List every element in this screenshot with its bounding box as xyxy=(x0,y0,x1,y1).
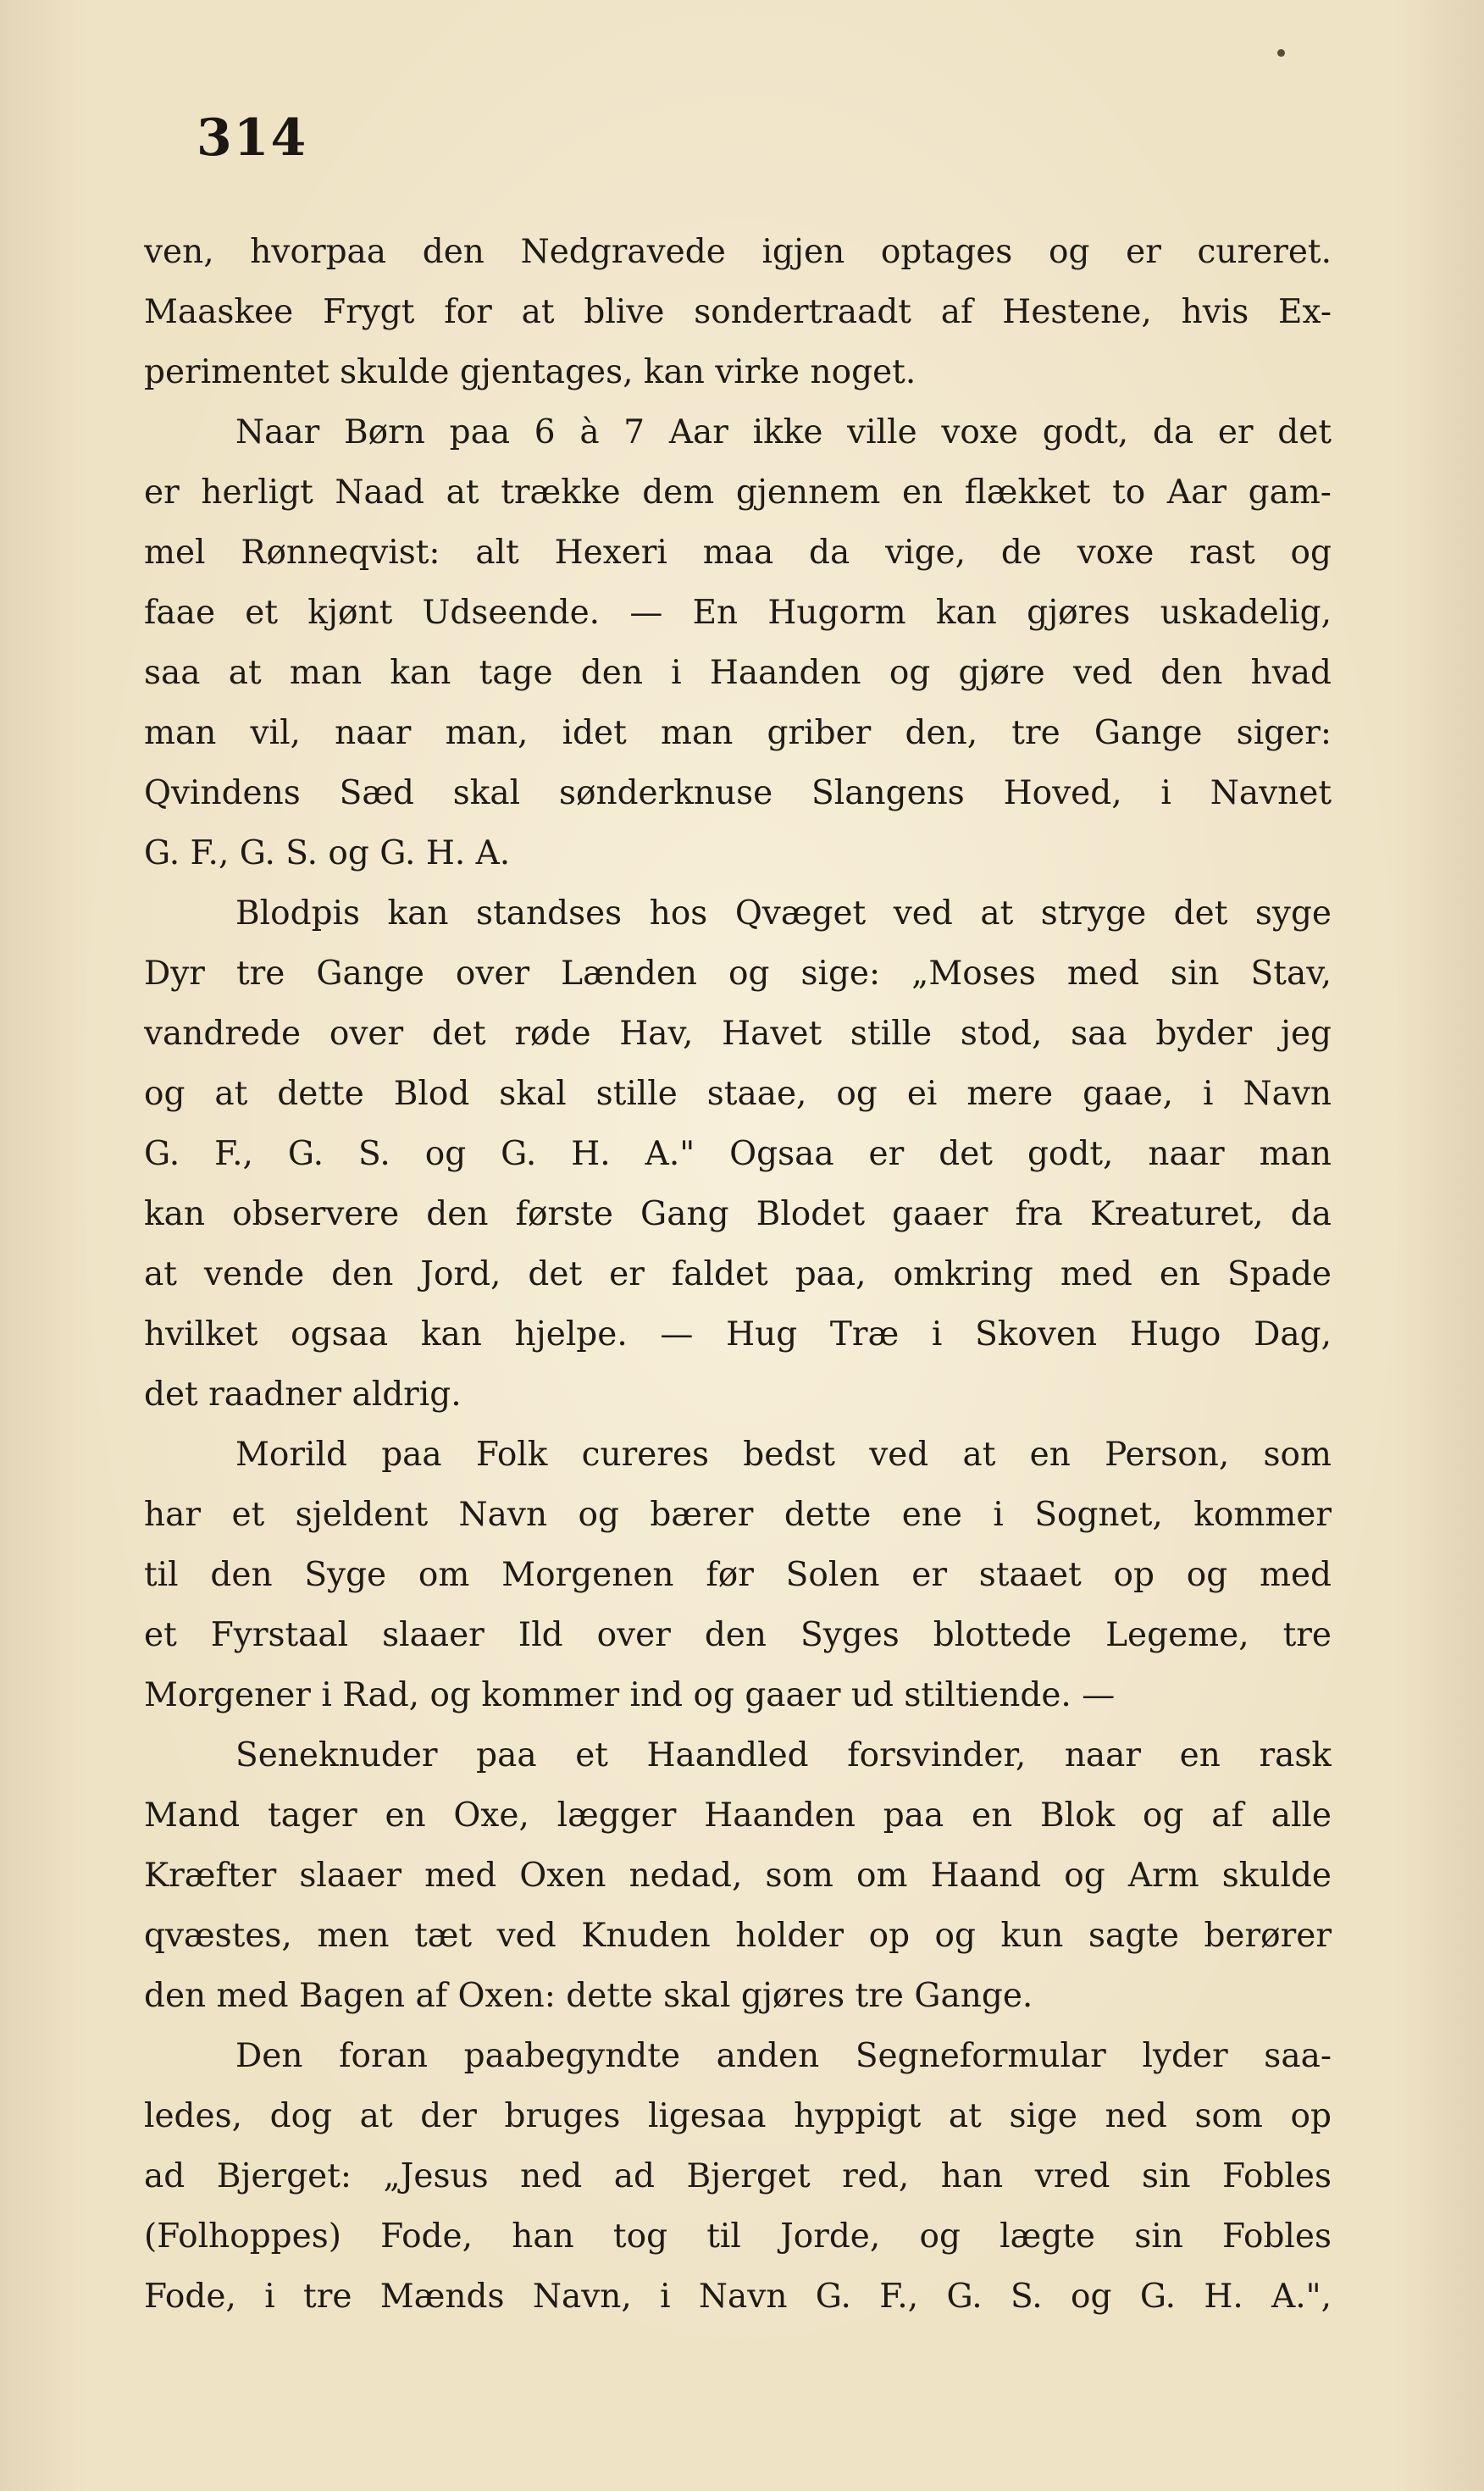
text-line: og at dette Blod skal stille staae, og ei mere gaae, i Navn xyxy=(144,1075,1332,1113)
text-line: perimentet skulde gjentages, kan virke noget. xyxy=(144,353,916,391)
text-line: at vende den Jord, det er faldet paa, omkring med en Spade xyxy=(144,1255,1332,1293)
text-line: et Fyrstaal slaaer Ild over den Syges blottede Legeme, tre xyxy=(144,1616,1332,1654)
body-text xyxy=(144,222,1332,2327)
text-line: vandrede over det røde Hav, Havet stille stod, saa byder jeg xyxy=(144,1015,1332,1053)
text-line: er herligt Naad at trække dem gjennem en flækket to Aar gam- xyxy=(144,473,1332,512)
text-line: saa at man kan tage den i Haanden og gjøre ved den hvad xyxy=(144,654,1332,692)
text-line: (Folhoppes) Fode, han tog til Jorde, og lægte sin Fobles xyxy=(144,2217,1332,2256)
text-line: ad Bjerget: „Jesus ned ad Bjerget red, han vred sin Fobles xyxy=(144,2157,1332,2195)
text-line: den med Bagen af Oxen: dette skal gjøres tre Gange. xyxy=(144,1977,1033,2015)
text-line: mel Rønneqvist: alt Hexeri maa da vige, de voxe rast og xyxy=(144,534,1332,572)
text-line: ven, hvorpaa den Nedgravede igjen optages og er cureret. xyxy=(144,233,1332,271)
text-line: ledes, dog at der bruges ligesaa hyppigt at sige ned som op xyxy=(144,2097,1332,2135)
text-line: Den foran paabegyndte anden Segneformular lyder saa- xyxy=(235,2037,1332,2075)
text-line: til den Syge om Morgenen før Solen er staaet op og med xyxy=(144,1556,1332,1594)
text-line: Blodpis kan standses hos Qvæget ved at stryge det syge xyxy=(235,894,1332,933)
text-line: har et sjeldent Navn og bærer dette ene i Sognet, kommer xyxy=(144,1496,1332,1534)
text-line: G. F., G. S. og G. H. A. xyxy=(144,834,511,872)
text-line: kan observere den første Gang Blodet gaaer fra Kreaturet, da xyxy=(144,1195,1332,1233)
text-line: Seneknuder paa et Haandled forsvinder, naar en rask xyxy=(235,1736,1332,1774)
text-line: Morgener i Rad, og kommer ind og gaaer ud stiltiende. — xyxy=(144,1676,1116,1714)
text-line: Qvindens Sæd skal sønderknuse Slangens Hoved, i Navnet xyxy=(144,774,1332,812)
text-line: man vil, naar man, idet man griber den, tre Gange siger: xyxy=(144,714,1332,752)
text-line: Naar Børn paa 6 à 7 Aar ikke ville voxe godt, da er det xyxy=(235,413,1332,451)
text-line: Dyr tre Gange over Lænden og sige: „Moses med sin Stav, xyxy=(144,955,1332,993)
text-line: Maaskee Frygt for at blive sondertraadt af Hestene, hvis Ex- xyxy=(144,293,1332,331)
text-line: Mand tager en Oxe, lægger Haanden paa en Blok og af alle xyxy=(144,1796,1332,1835)
text-line: Fode, i tre Mænds Navn, i Navn G. F., G. S. og G. H. A.", xyxy=(144,2278,1332,2316)
text-line: hvilket ogsaa kan hjelpe. — Hug Træ i Skoven Hugo Dag, xyxy=(144,1315,1332,1353)
page-number: 314 xyxy=(197,108,308,168)
text-line: faae et kjønt Udseende. — En Hugorm kan gjøres uskadelig, xyxy=(144,594,1332,632)
text-line: Kræfter slaaer med Oxen nedad, som om Haand og Arm skulde xyxy=(144,1857,1332,1895)
text-line: Morild paa Folk cureres bedst ved at en Person, som xyxy=(235,1436,1332,1474)
text-line: G. F., G. S. og G. H. A." Ogsaa er det godt, naar man xyxy=(144,1135,1332,1173)
text-line: qvæstes, men tæt ved Knuden holder op og kun sagte berører xyxy=(144,1917,1332,1955)
ink-speck xyxy=(1277,49,1285,57)
text-line: det raadner aldrig. xyxy=(144,1376,462,1414)
